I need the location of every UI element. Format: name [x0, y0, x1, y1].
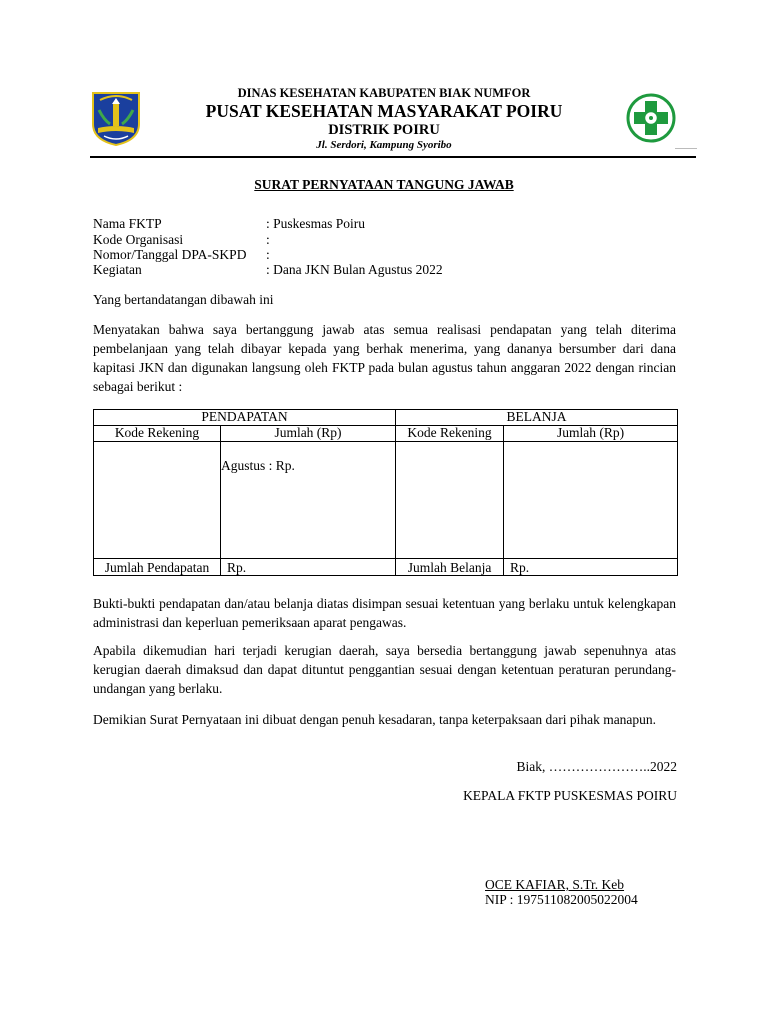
- field-label-dpa: Nomor/Tanggal DPA-SKPD: [93, 247, 247, 262]
- agency-name: DINAS KESEHATAN KABUPATEN BIAK NUMFOR: [237, 86, 531, 100]
- field-value-activity: : Dana JKN Bulan Agustus 2022: [266, 262, 443, 277]
- expense-amount-col: Jumlah (Rp): [504, 426, 678, 442]
- income-header: PENDAPATAN: [94, 410, 396, 426]
- total-income-value: Rp.: [221, 559, 396, 576]
- total-expense-value: Rp.: [504, 559, 678, 576]
- income-amount-cell: [221, 442, 396, 559]
- place-date: Biak, …………………..2022: [516, 759, 677, 774]
- liability-paragraph: Apabila dikemudian hari terjadi kerugian daerah, saya bersedia bertanggung jawab sepenuhnya atas kerugian daerah dimaksud dan dapat dituntut penggantian sesuai dengan ketentuan peraturan perundang-undangan yang berlaku.: [93, 643, 676, 696]
- header-divider: [90, 156, 696, 158]
- expense-header: BELANJA: [396, 410, 678, 426]
- intro-text: Yang bertandatangan dibawah ini: [93, 292, 274, 307]
- income-account-col: Kode Rekening: [94, 426, 221, 442]
- signatory-title: KEPALA FKTP PUSKESMAS POIRU: [463, 788, 677, 803]
- field-value-fktp: : Puskesmas Poiru: [266, 216, 366, 231]
- income-account-cell: [94, 442, 221, 559]
- expense-account-cell: [396, 442, 504, 559]
- income-entry: Agustus : Rp.: [221, 458, 295, 473]
- expense-amount-cell: [504, 442, 678, 559]
- statement-paragraph: Menyatakan bahwa saya bertanggung jawab atas semua realisasi pendapatan yang telah diterima pembelanjaan yang telah dibayar kepada yang berhak menerima, yang dananya bersumber dari dana kapitasi JKN dan digunakan langsung oleh FKTP pada bulan agustus tahun anggaran 2022 dengan rincian sebagai berikut :: [93, 322, 676, 394]
- signatory-nip: NIP : 197511082005022004: [485, 892, 638, 907]
- field-value-org-code: :: [266, 232, 270, 247]
- field-label-fktp: Nama FKTP: [93, 216, 162, 231]
- field-value-dpa: :: [266, 247, 270, 262]
- evidence-paragraph: Bukti-bukti pendapatan dan/atau belanja diatas disimpan sesuai ketentuan yang berlaku untuk kelengkapan administrasi dan keperluan pemeriksaan aparat pengawas.: [93, 596, 676, 630]
- institution-name: PUSAT KESEHATAN MASYARAKAT POIRU: [205, 101, 563, 121]
- income-amount-col: Jumlah (Rp): [221, 426, 396, 442]
- closing-paragraph: Demikian Surat Pernyataan ini dibuat dengan penuh kesadaran, tanpa keterpaksaan dari pihak manapun.: [93, 712, 657, 727]
- address: Jl. Serdori, Kampung Syoribo: [316, 139, 452, 151]
- field-label-org-code: Kode Organisasi: [93, 232, 184, 247]
- field-label-activity: Kegiatan: [93, 262, 142, 277]
- expense-account-col: Kode Rekening: [396, 426, 504, 442]
- total-expense-label: Jumlah Belanja: [396, 559, 504, 576]
- realization-table: [93, 409, 678, 576]
- total-income-label: Jumlah Pendapatan: [94, 559, 221, 576]
- document-title: SURAT PERNYATAAN TANGUNG JAWAB: [254, 177, 514, 192]
- district-name: DISTRIK POIRU: [328, 122, 440, 138]
- signatory-name: OCE KAFIAR, S.Tr. Keb: [485, 877, 625, 892]
